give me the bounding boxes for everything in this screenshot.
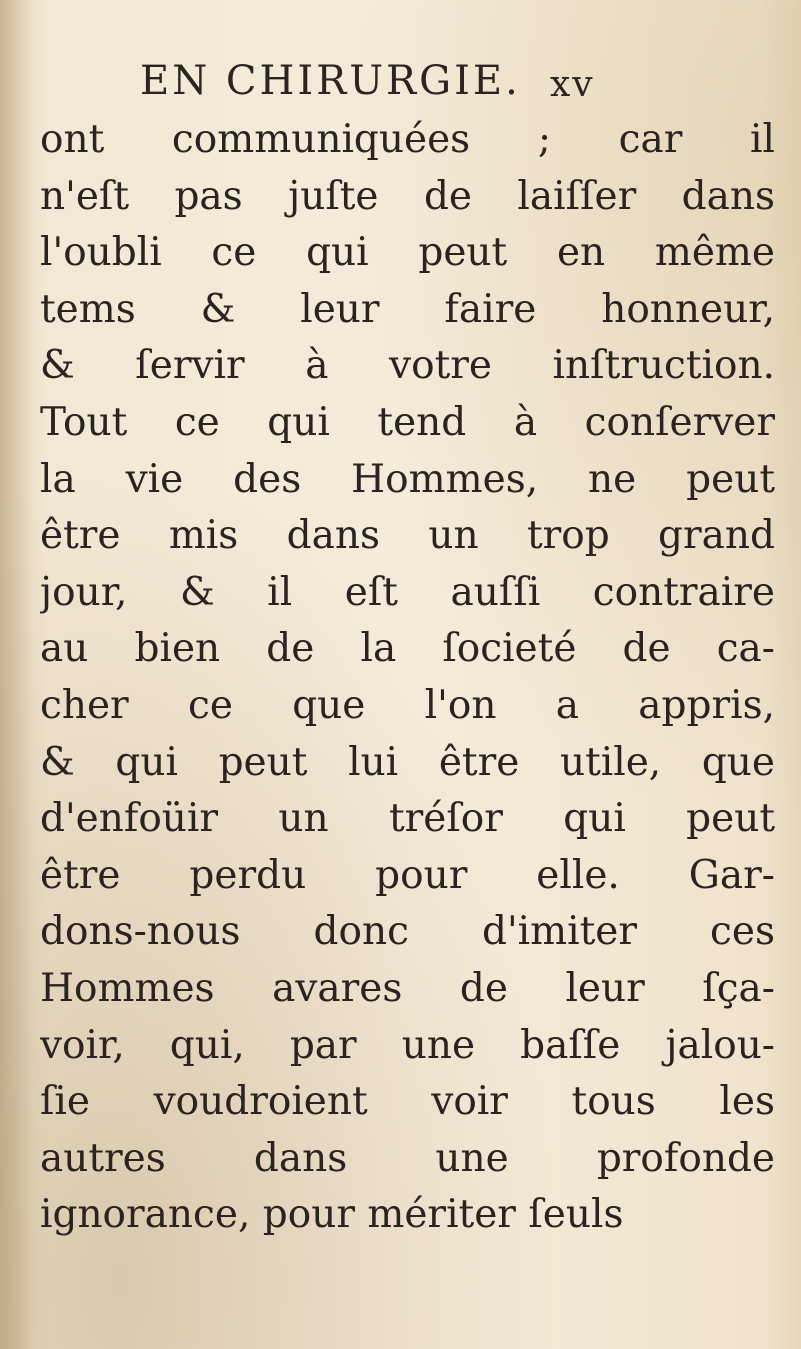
text-line: & qui peut lui être utile, que	[40, 739, 775, 785]
text-line: au bien de la ſocieté de ca-	[40, 626, 775, 672]
text-line: ignorance, pour mériter ſeuls	[40, 1192, 624, 1238]
running-head-title: EN CHIRURGIE.	[140, 58, 521, 104]
page-gutter-shadow	[0, 0, 34, 1349]
text-line: voir, qui, par une baſſe jalou-	[40, 1022, 775, 1068]
text-line: d'enfoüir un tréſor qui peut	[40, 796, 775, 842]
text-line: n'eſt pas juſte de laiſſer dans	[40, 173, 775, 219]
text-line: l'oubli ce qui peut en même	[40, 230, 775, 276]
text-line: ont communiquées ; car il	[40, 117, 775, 162]
text-line: & ſervir à votre inſtruction.	[40, 343, 775, 389]
text-line: autres dans une profonde	[40, 1135, 775, 1181]
text-line: cher ce que l'on a appris,	[40, 682, 775, 728]
text-line: être perdu pour elle. Gar-	[40, 852, 775, 898]
text-line: ſie voudroient voir tous les	[40, 1079, 775, 1125]
text-line: Tout ce qui tend à conſerver	[40, 399, 775, 445]
page-number: xv	[550, 64, 595, 105]
text-line: jour, & il eſt auſſi contraire	[40, 569, 775, 615]
text-line: Hommes avares de leur ſça-	[40, 965, 775, 1011]
text-line: dons-nous donc d'imiter ces	[40, 909, 775, 955]
text-line: être mis dans un trop grand	[40, 513, 775, 559]
body-text	[40, 112, 775, 1244]
running-head	[0, 58, 801, 108]
text-line: tems & leur faire honneur,	[40, 286, 775, 332]
text-line: la vie des Hommes, ne peut	[40, 456, 775, 502]
